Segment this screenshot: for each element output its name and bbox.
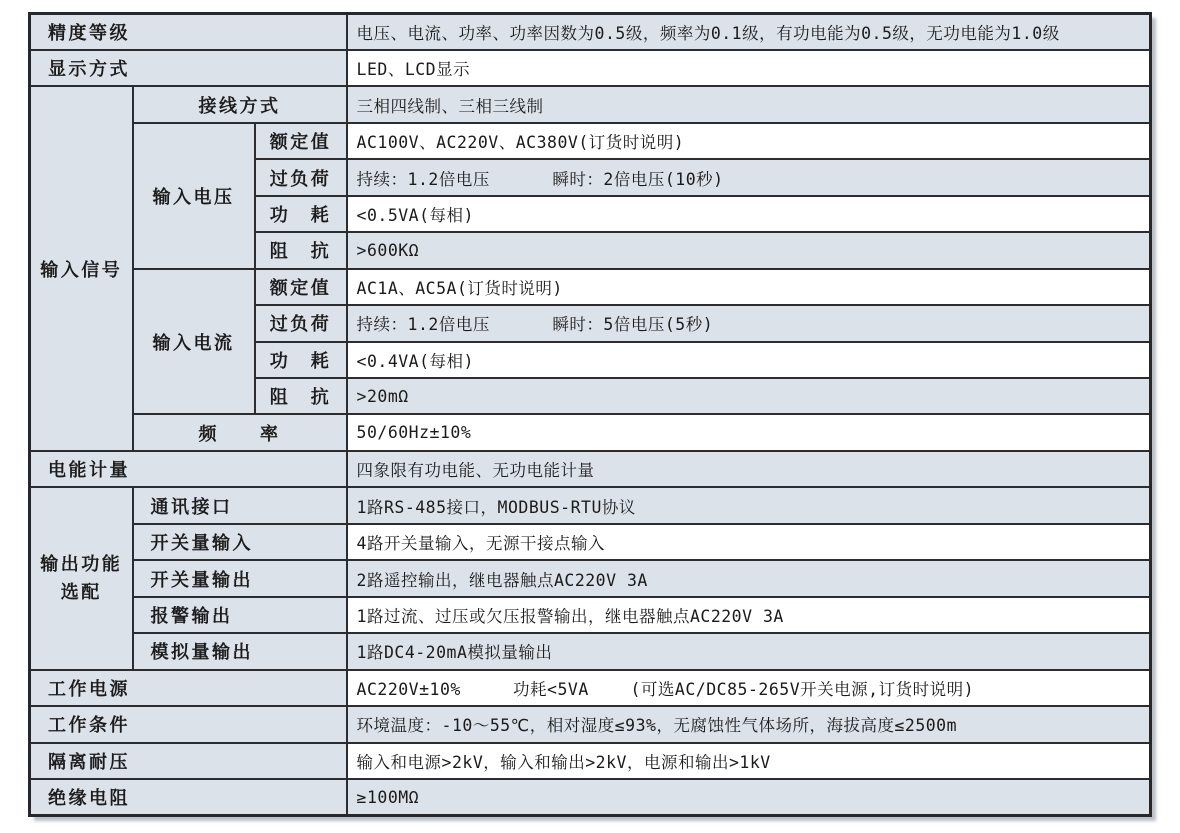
row-insulation-resistance-value: ≥100MΩ <box>347 779 1151 815</box>
row-working-conditions-value: 环境温度：-10～55℃，相对湿度≤93%，无腐蚀性气体场所，海拔高度≤2500m <box>347 706 1151 742</box>
row-voltage-impedance-label: 阻 抗 <box>255 232 347 268</box>
row-alarm-output-label: 报警输出 <box>133 597 347 633</box>
row-wiring-value: 三相四线制、三相三线制 <box>347 86 1151 122</box>
row-frequency-value: 50/60Hz±10% <box>347 414 1151 450</box>
row-analog-output-label: 模拟量输出 <box>133 633 347 669</box>
row-isolation-voltage-value: 输入和电源>2kV，输入和输出>2kV，电源和输出>1kV <box>347 743 1151 779</box>
table-row <box>30 487 1151 523</box>
table-row <box>30 670 1151 706</box>
row-voltage-rated-value: AC100V、AC220V、AC380V(订货时说明) <box>347 123 1151 159</box>
row-working-power-label: 工作电源 <box>30 670 347 706</box>
group-input-voltage-label: 输入电压 <box>133 123 255 269</box>
row-energy-metering-label: 电能计量 <box>30 451 347 487</box>
row-digital-output-value: 2路遥控输出，继电器触点AC220V 3A <box>347 560 1151 596</box>
row-accuracy-label: 精度等级 <box>30 14 347 50</box>
row-voltage-consumption-label: 功 耗 <box>255 196 347 232</box>
row-current-impedance-label: 阻 抗 <box>255 378 347 414</box>
table-row <box>30 779 1151 815</box>
row-analog-output-value: 1路DC4-20mA模拟量输出 <box>347 633 1151 669</box>
row-current-rated-value: AC1A、AC5A(订货时说明) <box>347 269 1151 305</box>
group-input-current-label: 输入电流 <box>133 269 255 415</box>
row-voltage-overload-value: 持续：1.2倍电压 瞬时：2倍电压(10秒) <box>347 159 1151 195</box>
table-row <box>30 597 1151 633</box>
row-alarm-output-value: 1路过流、过压或欠压报警输出，继电器触点AC220V 3A <box>347 597 1151 633</box>
table-row <box>30 14 1151 50</box>
row-comm-interface-value: 1路RS-485接口，MODBUS-RTU协议 <box>347 487 1151 523</box>
row-current-overload-label: 过负荷 <box>255 305 347 341</box>
row-isolation-voltage-label: 隔离耐压 <box>30 743 347 779</box>
row-display-value: LED、LCD显示 <box>347 50 1151 86</box>
group-output-options-label <box>30 487 133 669</box>
row-current-consumption-value: <0.4VA(每相) <box>347 342 1151 378</box>
row-digital-input-value: 4路开关量输入，无源干接点输入 <box>347 524 1151 560</box>
table-row <box>30 50 1151 86</box>
row-digital-input-label: 开关量输入 <box>133 524 347 560</box>
group-output-options-line1: 输出功能 <box>40 553 123 575</box>
row-comm-interface-label: 通讯接口 <box>133 487 347 523</box>
row-energy-metering-value: 四象限有功电能、无功电能计量 <box>347 451 1151 487</box>
table-row <box>30 123 1151 159</box>
row-digital-output-label: 开关量输出 <box>133 560 347 596</box>
table-row <box>30 743 1151 779</box>
spec-table <box>28 12 1152 817</box>
row-voltage-impedance-value: >600KΩ <box>347 232 1151 268</box>
row-voltage-rated-label: 额定值 <box>255 123 347 159</box>
table-row <box>30 560 1151 596</box>
row-voltage-consumption-value: <0.5VA(每相) <box>347 196 1151 232</box>
row-insulation-resistance-label: 绝缘电阻 <box>30 779 347 815</box>
group-output-options-line2: 选配 <box>60 581 102 603</box>
row-accuracy-value: 电压、电流、功率、功率因数为0.5级，频率为0.1级，有功电能为0.5级，无功电能为1.0级 <box>347 14 1151 50</box>
row-current-impedance-value: >20mΩ <box>347 378 1151 414</box>
row-current-consumption-label: 功 耗 <box>255 342 347 378</box>
row-current-rated-label: 额定值 <box>255 269 347 305</box>
table-row <box>30 451 1151 487</box>
row-working-conditions-label: 工作条件 <box>30 706 347 742</box>
row-display-label: 显示方式 <box>30 50 347 86</box>
table-row <box>30 269 1151 305</box>
row-current-overload-value: 持续：1.2倍电压 瞬时：5倍电压(5秒) <box>347 305 1151 341</box>
table-row <box>30 706 1151 742</box>
table-row <box>30 524 1151 560</box>
row-frequency-label: 频 率 <box>133 414 347 450</box>
table-row <box>30 414 1151 450</box>
row-working-power-value: AC220V±10% 功耗<5VA (可选AC/DC85-265V开关电源,订货时说明) <box>347 670 1151 706</box>
row-wiring-label: 接线方式 <box>133 86 347 122</box>
table-row <box>30 86 1151 122</box>
table-row <box>30 633 1151 669</box>
group-input-signal-label: 输入信号 <box>30 86 133 451</box>
row-voltage-overload-label: 过负荷 <box>255 159 347 195</box>
